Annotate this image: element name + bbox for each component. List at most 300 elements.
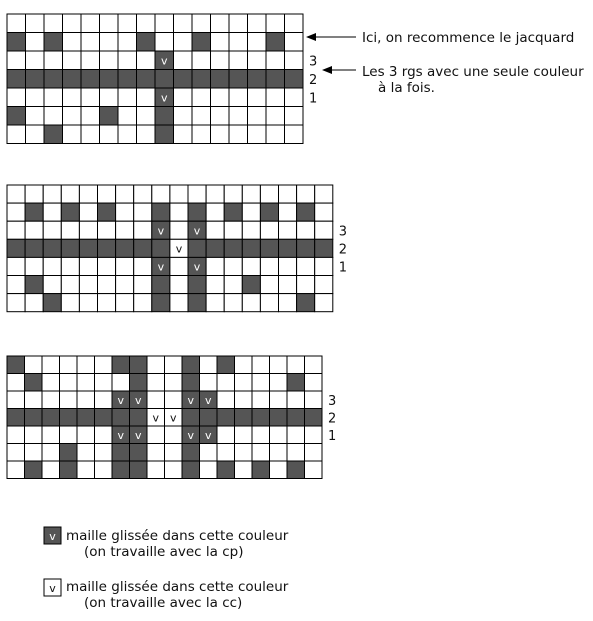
grid-cell-dark xyxy=(152,276,170,294)
grid-cell-light xyxy=(287,444,305,462)
grid-cell-dark xyxy=(25,461,43,479)
grid-cell-light xyxy=(200,461,218,479)
grid-cell-light xyxy=(116,221,134,239)
grid-cell-light xyxy=(305,461,323,479)
grid-cell-light xyxy=(98,185,116,203)
grid-cell-light xyxy=(248,51,267,70)
grid-cell-light xyxy=(61,185,79,203)
grid-cell-light xyxy=(134,257,152,275)
grid-cell-dark xyxy=(217,356,235,374)
grid-cell-dark xyxy=(266,70,285,89)
grid-cell-light xyxy=(98,221,116,239)
grid-cell-light xyxy=(63,107,82,126)
grid-cell-dark xyxy=(229,70,248,89)
slip-stitch-icon: v xyxy=(187,393,195,407)
grid-cell-light xyxy=(170,294,188,312)
grid-cell-dark xyxy=(152,203,170,221)
grids-layer xyxy=(7,14,347,479)
grid-cell-dark xyxy=(217,461,235,479)
grid-cell-light xyxy=(217,391,235,409)
grid-cell-light xyxy=(266,107,285,126)
grid-cell-light xyxy=(211,51,230,70)
grid-cell-light xyxy=(77,356,95,374)
grid-cell-dark xyxy=(25,276,43,294)
grid-cell-dark xyxy=(174,70,193,89)
grid-cell-light xyxy=(266,51,285,70)
grid-cell-dark xyxy=(7,70,26,89)
grid-cell-light xyxy=(174,88,193,107)
grid-cell-light xyxy=(242,185,260,203)
grid-cell-light xyxy=(165,374,183,392)
grid-cell-light xyxy=(260,276,278,294)
grid-cell-light xyxy=(315,185,333,203)
grid-cell-light xyxy=(248,125,267,144)
grid-cell-dark xyxy=(130,374,148,392)
arrow-head xyxy=(306,33,316,41)
grid-cell-light xyxy=(79,221,97,239)
grid-cell-light xyxy=(315,221,333,239)
grid-cell-light xyxy=(7,185,25,203)
grid-cell-dark xyxy=(44,70,63,89)
grid-cell-dark xyxy=(182,461,200,479)
grid-cell-dark xyxy=(235,409,253,427)
grid-cell-dark xyxy=(192,33,211,52)
grid-cell-dark xyxy=(43,294,61,312)
grid-cell-light xyxy=(61,221,79,239)
grid-cell-dark xyxy=(112,461,130,479)
grid-cell-light xyxy=(43,185,61,203)
grid-cell-light xyxy=(63,125,82,144)
chart-grid-1 xyxy=(7,14,317,144)
grid-cell-light xyxy=(63,33,82,52)
grid-cell-light xyxy=(217,426,235,444)
grid-cell-light xyxy=(95,426,113,444)
grid-cell-light xyxy=(279,257,297,275)
grid-cell-light xyxy=(60,426,78,444)
slip-stitch-icon: v xyxy=(160,91,168,105)
grid-cell-light xyxy=(98,276,116,294)
grid-cell-light xyxy=(137,88,156,107)
grid-cell-light xyxy=(165,426,183,444)
grid-cell-light xyxy=(315,257,333,275)
grid-cell-light xyxy=(147,356,165,374)
grid-cell-light xyxy=(116,185,134,203)
slip-stitch-icon: v xyxy=(169,411,177,425)
grid-cell-light xyxy=(297,221,315,239)
grid-cell-dark xyxy=(279,239,297,257)
grid-cell-light xyxy=(155,14,174,33)
grid-cell-light xyxy=(297,276,315,294)
grid-cell-dark xyxy=(315,239,333,257)
grid-cell-dark xyxy=(152,239,170,257)
grid-cell-light xyxy=(7,125,26,144)
grid-cell-light xyxy=(242,257,260,275)
grid-cell-dark xyxy=(260,239,278,257)
row-label: 3 xyxy=(309,54,318,70)
grid-cell-dark xyxy=(130,356,148,374)
grid-cell-light xyxy=(229,125,248,144)
grid-cell-light xyxy=(81,51,100,70)
grid-cell-light xyxy=(235,391,253,409)
grid-cell-light xyxy=(229,33,248,52)
grid-cell-light xyxy=(242,203,260,221)
legend-item-light xyxy=(44,579,289,611)
grid-cell-light xyxy=(25,426,43,444)
grid-cell-light xyxy=(270,426,288,444)
grid-cell-dark xyxy=(98,239,116,257)
grid-cell-dark xyxy=(182,374,200,392)
grid-cell-light xyxy=(25,356,43,374)
grid-cell-light xyxy=(200,444,218,462)
grid-cell-dark xyxy=(188,239,206,257)
grid-cell-light xyxy=(44,88,63,107)
grid-cell-dark xyxy=(242,276,260,294)
slip-stitch-icon: v xyxy=(160,54,168,68)
grid-cell-light xyxy=(42,461,60,479)
grid-cell-dark xyxy=(200,409,218,427)
grid-cell-dark xyxy=(130,409,148,427)
grid-cell-light xyxy=(279,185,297,203)
grid-cell-dark xyxy=(77,409,95,427)
legend-dark-line1: maille glissée dans cette couleur xyxy=(66,528,289,544)
grid-cell-dark xyxy=(118,70,137,89)
grid-cell-light xyxy=(242,221,260,239)
grid-cell-light xyxy=(155,33,174,52)
grid-cell-light xyxy=(77,374,95,392)
grid-cell-light xyxy=(43,257,61,275)
grid-cell-light xyxy=(81,88,100,107)
grid-cell-light xyxy=(224,276,242,294)
grid-cell-light xyxy=(206,276,224,294)
grid-cell-light xyxy=(118,107,137,126)
grid-cell-dark xyxy=(81,70,100,89)
grid-cell-light xyxy=(81,107,100,126)
grid-cell-light xyxy=(77,426,95,444)
grid-cell-light xyxy=(270,444,288,462)
grid-cell-light xyxy=(26,14,45,33)
grid-cell-light xyxy=(252,444,270,462)
grid-cell-light xyxy=(42,356,60,374)
grid-cell-light xyxy=(7,294,25,312)
grid-cell-light xyxy=(81,14,100,33)
grid-cell-light xyxy=(79,185,97,203)
grid-cell-light xyxy=(147,391,165,409)
grid-cell-light xyxy=(235,426,253,444)
grid-cell-dark xyxy=(285,70,304,89)
slip-stitch-icon: v xyxy=(175,242,183,256)
annotation-restart-text: Ici, on recommence le jacquard xyxy=(362,30,575,46)
grid-cell-light xyxy=(285,14,304,33)
grid-cell-light xyxy=(7,203,25,221)
grid-cell-light xyxy=(137,107,156,126)
grid-cell-light xyxy=(7,374,25,392)
grid-cell-dark xyxy=(192,70,211,89)
grid-cell-light xyxy=(206,294,224,312)
grid-cell-light xyxy=(25,444,43,462)
row-label: 1 xyxy=(338,260,348,276)
grid-cell-light xyxy=(134,294,152,312)
slip-stitch-icon: v xyxy=(187,428,195,442)
grid-cell-light xyxy=(81,125,100,144)
grid-cell-light xyxy=(248,88,267,107)
grid-cell-light xyxy=(252,391,270,409)
grid-cell-dark xyxy=(112,409,130,427)
grid-cell-light xyxy=(170,276,188,294)
grid-cell-light xyxy=(118,125,137,144)
grid-cell-dark xyxy=(7,107,26,126)
grid-cell-light xyxy=(100,51,119,70)
grid-cell-light xyxy=(44,107,63,126)
grid-cell-light xyxy=(79,276,97,294)
grid-cell-dark xyxy=(100,70,119,89)
grid-cell-dark xyxy=(224,239,242,257)
grid-cell-light xyxy=(206,203,224,221)
grid-cell-light xyxy=(79,203,97,221)
grid-cell-light xyxy=(100,88,119,107)
grid-cell-light xyxy=(60,374,78,392)
grid-cell-light xyxy=(44,51,63,70)
grid-cell-dark xyxy=(112,444,130,462)
grid-cell-dark xyxy=(182,444,200,462)
grid-cell-light xyxy=(270,391,288,409)
grid-cell-light xyxy=(60,356,78,374)
grid-cell-light xyxy=(100,33,119,52)
grid-cell-dark xyxy=(155,70,174,89)
grid-cell-light xyxy=(165,444,183,462)
grid-cell-light xyxy=(242,294,260,312)
grid-cell-light xyxy=(287,426,305,444)
slip-stitch-icon: v xyxy=(134,393,142,407)
grid-cell-dark xyxy=(43,239,61,257)
grid-cell-light xyxy=(260,294,278,312)
grid-cell-light xyxy=(81,33,100,52)
grid-cell-light xyxy=(116,276,134,294)
grid-cell-dark xyxy=(79,239,97,257)
grid-cell-light xyxy=(118,88,137,107)
grid-cell-dark xyxy=(224,203,242,221)
grid-cell-light xyxy=(95,356,113,374)
grid-cell-light xyxy=(279,221,297,239)
grid-cell-light xyxy=(285,88,304,107)
slip-stitch-icon: v xyxy=(193,224,201,238)
grid-cell-dark xyxy=(182,356,200,374)
row-label: 1 xyxy=(309,91,318,107)
grid-cell-light xyxy=(248,33,267,52)
grid-cell-light xyxy=(206,257,224,275)
grid-cell-light xyxy=(165,391,183,409)
grid-cell-dark xyxy=(305,409,323,427)
slip-stitch-icon: v xyxy=(152,411,160,425)
grid-cell-light xyxy=(224,221,242,239)
grid-cell-dark xyxy=(7,356,25,374)
row-label: 3 xyxy=(338,224,348,240)
grid-cell-light xyxy=(211,33,230,52)
grid-cell-light xyxy=(43,221,61,239)
grid-cell-light xyxy=(192,125,211,144)
grid-cell-light xyxy=(315,294,333,312)
grid-cell-dark xyxy=(242,239,260,257)
grid-cell-dark xyxy=(287,374,305,392)
grid-cell-light xyxy=(305,356,323,374)
grid-cell-light xyxy=(270,356,288,374)
grid-cell-dark xyxy=(130,444,148,462)
row-label: 2 xyxy=(328,411,337,427)
grid-cell-light xyxy=(270,374,288,392)
grid-cell-light xyxy=(7,276,25,294)
grid-cell-light xyxy=(229,107,248,126)
legend xyxy=(44,527,289,611)
grid-cell-dark xyxy=(188,294,206,312)
slip-stitch-icon: v xyxy=(204,393,212,407)
grid-cell-light xyxy=(192,51,211,70)
grid-cell-light xyxy=(217,444,235,462)
grid-cell-light xyxy=(170,221,188,239)
row-label: 2 xyxy=(338,242,348,258)
grid-cell-light xyxy=(7,88,26,107)
grid-cell-light xyxy=(60,391,78,409)
grid-cell-light xyxy=(266,125,285,144)
grid-cell-light xyxy=(260,221,278,239)
chart-grid-3 xyxy=(7,356,336,479)
grid-cell-light xyxy=(174,33,193,52)
grid-cell-light xyxy=(200,356,218,374)
row-label: 2 xyxy=(309,72,318,88)
grid-cell-light xyxy=(26,88,45,107)
grid-cell-dark xyxy=(95,409,113,427)
grid-cell-light xyxy=(279,276,297,294)
grid-cell-light xyxy=(285,125,304,144)
grid-cell-dark xyxy=(25,374,43,392)
grid-cell-light xyxy=(7,426,25,444)
arrow-head xyxy=(322,66,332,74)
grid-cell-light xyxy=(147,444,165,462)
grid-cell-light xyxy=(206,185,224,203)
grid-cell-light xyxy=(147,461,165,479)
grid-cell-dark xyxy=(211,70,230,89)
grid-cell-dark xyxy=(61,239,79,257)
grid-cell-light xyxy=(235,374,253,392)
grid-cell-light xyxy=(211,88,230,107)
grid-cell-light xyxy=(134,221,152,239)
grid-cell-light xyxy=(297,185,315,203)
grid-cell-light xyxy=(7,221,25,239)
grid-cell-light xyxy=(137,14,156,33)
grid-cell-light xyxy=(134,185,152,203)
grid-cell-dark xyxy=(297,203,315,221)
grid-cell-dark xyxy=(270,409,288,427)
grid-cell-light xyxy=(211,14,230,33)
grid-cell-light xyxy=(134,276,152,294)
grid-cell-light xyxy=(287,391,305,409)
grid-cell-light xyxy=(165,461,183,479)
grid-cell-dark xyxy=(297,294,315,312)
grid-cell-light xyxy=(63,14,82,33)
grid-cell-light xyxy=(7,391,25,409)
grid-cell-light xyxy=(116,203,134,221)
grid-cell-light xyxy=(61,276,79,294)
grid-cell-light xyxy=(188,185,206,203)
grid-cell-light xyxy=(235,444,253,462)
grid-cell-light xyxy=(98,257,116,275)
grid-cell-light xyxy=(7,14,26,33)
grid-cell-light xyxy=(297,257,315,275)
grid-cell-light xyxy=(192,107,211,126)
grid-cell-light xyxy=(42,426,60,444)
grid-cell-light xyxy=(95,461,113,479)
grid-cell-light xyxy=(279,294,297,312)
grid-cell-dark xyxy=(266,33,285,52)
grid-cell-light xyxy=(79,257,97,275)
legend-item-dark xyxy=(44,527,289,560)
grid-cell-light xyxy=(7,444,25,462)
grid-cell-dark xyxy=(155,125,174,144)
grid-cell-light xyxy=(235,461,253,479)
grid-cell-light xyxy=(43,276,61,294)
grid-cell-light xyxy=(305,374,323,392)
grid-cell-light xyxy=(174,107,193,126)
grid-cell-light xyxy=(224,257,242,275)
chart-grid-2 xyxy=(7,185,347,312)
grid-cell-light xyxy=(305,444,323,462)
row-label: 3 xyxy=(328,393,337,409)
grid-cell-light xyxy=(229,51,248,70)
grid-cell-dark xyxy=(287,461,305,479)
grid-cell-dark xyxy=(116,239,134,257)
grid-cell-light xyxy=(25,221,43,239)
grid-cell-light xyxy=(26,33,45,52)
grid-cell-light xyxy=(266,14,285,33)
grid-cell-dark xyxy=(63,70,82,89)
grid-cell-light xyxy=(116,257,134,275)
grid-cell-light xyxy=(260,257,278,275)
annotation-rows-line2: à la fois. xyxy=(378,80,435,96)
grid-cell-light xyxy=(137,51,156,70)
legend-dark-line2: (on travaille avec la cp) xyxy=(84,544,244,560)
grid-cell-light xyxy=(279,203,297,221)
grid-cell-light xyxy=(63,88,82,107)
grid-cell-light xyxy=(95,444,113,462)
grid-cell-light xyxy=(217,374,235,392)
grid-cell-light xyxy=(200,374,218,392)
grid-cell-dark xyxy=(7,239,25,257)
grid-cell-dark xyxy=(25,409,43,427)
grid-cell-dark xyxy=(25,203,43,221)
grid-cell-light xyxy=(285,51,304,70)
grid-cell-dark xyxy=(60,409,78,427)
grid-cell-light xyxy=(42,374,60,392)
grid-cell-dark xyxy=(297,239,315,257)
grid-cell-dark xyxy=(137,70,156,89)
annotation-restart xyxy=(306,30,574,46)
slip-stitch-icon: v xyxy=(117,393,125,407)
grid-cell-dark xyxy=(137,33,156,52)
grid-cell-light xyxy=(192,88,211,107)
grid-cell-dark xyxy=(188,203,206,221)
grid-cell-dark xyxy=(130,461,148,479)
grid-cell-light xyxy=(224,185,242,203)
grid-cell-dark xyxy=(60,461,78,479)
grid-cell-light xyxy=(165,356,183,374)
grid-cell-dark xyxy=(42,409,60,427)
grid-cell-light xyxy=(61,294,79,312)
grid-cell-light xyxy=(42,444,60,462)
grid-cell-light xyxy=(100,14,119,33)
grid-cell-dark xyxy=(217,409,235,427)
grid-cell-light xyxy=(26,107,45,126)
grid-cell-dark xyxy=(248,70,267,89)
grid-cell-light xyxy=(77,461,95,479)
grid-cell-light xyxy=(26,125,45,144)
